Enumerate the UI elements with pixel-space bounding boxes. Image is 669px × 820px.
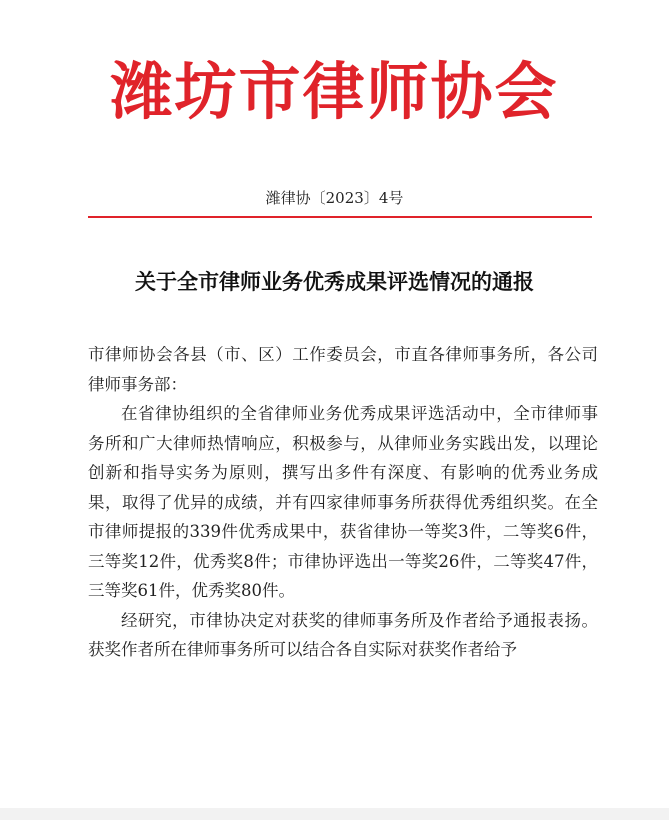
document-title: 关于全市律师业务优秀成果评选情况的通报 [135, 269, 534, 294]
letterhead-org-name: 潍坊市律师协会 [110, 55, 559, 128]
document-number: 潍律协〔2023〕4号 [265, 189, 404, 207]
body-paragraph-1: 在省律协组织的全省律师业务优秀成果评选活动中，全市律师事务所和广大律师热情响应，积极参与，从律师业务实践出发，以理论创新和指导实务为原则，撰写出多件有深度、有影响的优秀业务成果，取得了优异的成绩，并有四家律师事务所获得优秀组织奖。在全市律师提报的339件优秀成果中，获省律协一等奖3件，二等奖6件，三等奖12件，优秀奖8件；市律协评选出一等奖26件，二等奖47件，三等奖61件，优秀奖80件。 [88, 404, 598, 600]
salutation: 市律师协会各县（市、区）工作委员会，市直各律师事务所，各公司律师事务部： [88, 345, 598, 394]
body-paragraph-2: 经研究，市律协决定对获奖的律师事务所及作者给予通报表扬。获奖作者所在律师事务所可以结合各自实际对获奖作者给予 [88, 610, 598, 659]
red-divider-line [88, 216, 592, 218]
document-body [88, 340, 598, 665]
page-bottom-edge [0, 808, 669, 820]
